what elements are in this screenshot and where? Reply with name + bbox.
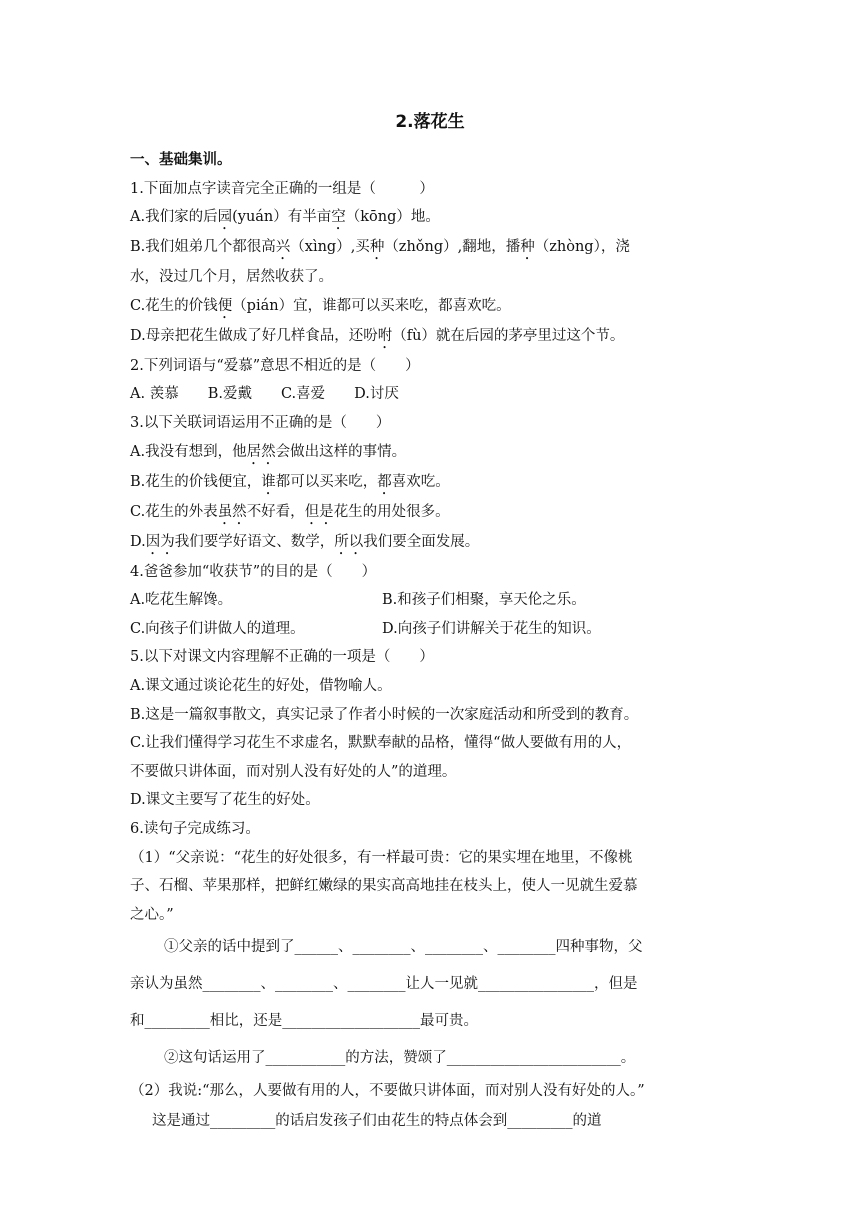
q4-option-d: D.向孩子们讲解关于花生的知识。 — [382, 620, 601, 637]
q6-passage1-line2: 子、石榴、苹果那样，把鲜红嫩绿的果实高高地挂在枝头上，使人一见就生爱慕 — [130, 878, 638, 895]
q6-passage2: （2）我说:“那么，人要做有用的人，不要做只讲体面，而对别人没有好处的人。” — [130, 1083, 645, 1100]
text: （kōng）地。 — [345, 209, 440, 226]
text: 不好看， — [246, 503, 305, 520]
text: A.我们家的后 — [130, 209, 218, 226]
worksheet-body — [130, 146, 732, 1136]
q4-stem: 4.爸爸参加“收获节”的目的是（ ） — [130, 563, 377, 580]
dotted-word: 谁 — [261, 473, 276, 490]
q6-passage2-line2: 这是通过_________的话启发孩子们由花生的特点体会到_________的道 — [152, 1112, 602, 1129]
dotted-word: 都 — [377, 473, 392, 490]
dotted-word: 因为 — [145, 533, 175, 550]
q6-sub2: ②这句话运用了___________的方法，赞颂了________________________。 — [164, 1050, 636, 1067]
q5-option-c-cont: 不要做只讲体面，而对别人没有好处的人”的道理。 — [130, 763, 457, 780]
text: （zhòng），浇 — [534, 239, 630, 256]
q3-stem: 3.以下关联词语运用不正确的是（ ） — [130, 414, 391, 431]
dotted-word: 虽然 — [217, 503, 247, 520]
q4-option-b: B.和孩子们相聚，享天伦之乐。 — [382, 592, 586, 609]
q3-option-b — [130, 468, 732, 498]
q5-option-c: C.让我们懂得学习花生不求虚名，默默奉献的品格，懂得“做人要做有用的人， — [130, 735, 632, 752]
text: （fù）就在后园的茅亭里过这个节。 — [392, 327, 625, 344]
text: B.我们姐弟几个都很高 — [130, 239, 276, 256]
q1-stem: 1.下面加点字读音完全正确的一组是（ ） — [130, 180, 434, 197]
q3-option-c — [130, 498, 732, 528]
q1-option-a — [130, 203, 732, 233]
q6-passage1-line3: 之心。” — [130, 906, 174, 923]
q1-option-b-cont: 水，没过几个月，居然收获了。 — [130, 269, 333, 286]
q4-options-row2 — [130, 615, 732, 644]
text: C.花生的外表 — [130, 503, 218, 520]
text: 会做出这样的事情。 — [275, 443, 407, 460]
dotted-char: 种 — [520, 239, 535, 256]
text: C.花生的价钱 — [130, 297, 218, 314]
q3-option-a — [130, 438, 732, 468]
section-heading: 一、基础集训。 — [130, 152, 232, 168]
q6-sub1-line1: ①父亲的话中提到了______、________、________、________四种事物，父 — [164, 939, 643, 956]
q1-option-b — [130, 233, 732, 263]
q6-sub1-line3: 和_________相比，还是___________________最可贵。 — [130, 1013, 478, 1030]
q1-option-c — [130, 292, 732, 322]
text: 我们要全面发展。 — [363, 533, 480, 550]
q4-options-row1 — [130, 586, 732, 615]
dotted-char: 咐 — [377, 327, 393, 344]
q3-option-d — [130, 528, 732, 558]
q6-stem: 6.读句子完成练习。 — [130, 820, 260, 837]
text: 都可以买来吃， — [275, 473, 378, 490]
text: D. — [130, 533, 146, 550]
q5-option-a: A.课文通过谈论花生的好处，借物喻人。 — [130, 677, 392, 694]
text: 花生的用处很多。 — [333, 503, 450, 520]
q5-option-b: B.这是一篇叙事散文，真实记录了作者小时候的一次家庭活动和所受到的教育。 — [130, 706, 639, 723]
text: （zhǒng）,翻地，播 — [384, 239, 521, 256]
text: （pián）宜，谁都可以买来吃，都喜欢吃。 — [232, 297, 511, 314]
dotted-char: 便 — [217, 297, 233, 314]
q1-option-d — [130, 322, 732, 352]
q4-option-a: A.吃花生解馋。 — [130, 592, 233, 609]
dotted-word: 居然 — [246, 443, 276, 460]
page-title: 2.落花生 — [395, 112, 465, 132]
q2-stem: 2.下列词语与“爱慕”意思不相近的是（ ） — [130, 357, 420, 374]
q2-options: A. 羡慕 B.爱戴 C.喜爱 D.讨厌 — [130, 386, 399, 403]
text: D.母亲把花生做成了好几样食品，还吩 — [130, 327, 378, 344]
dotted-char: 空 — [331, 209, 346, 226]
q6-passage1-line1: （1）“父亲说：“花生的好处很多，有一样最可贵：它的果实埋在地里，不像桃 — [130, 849, 633, 866]
q5-option-d: D.课文主要写了花生的好处。 — [130, 792, 320, 809]
dotted-char: 园 — [217, 209, 233, 226]
text: B.花生的价钱便宜， — [130, 473, 262, 490]
text: A.我没有想到，他 — [130, 443, 247, 460]
text: (yuán）有半亩 — [232, 209, 332, 226]
text: （xìng）,买 — [290, 239, 370, 256]
text: 喜欢吃。 — [391, 473, 450, 490]
dotted-word: 所以 — [334, 533, 364, 550]
q4-option-c: C.向孩子们讲做人的道理。 — [130, 620, 305, 637]
dotted-word: 但是 — [304, 503, 334, 520]
q5-stem: 5.以下对课文内容理解不正确的一项是（ ） — [130, 649, 434, 666]
text: 我们要学好语文、数学， — [174, 533, 335, 550]
dotted-char: 兴 — [275, 239, 291, 256]
q6-sub1-line2: 亲认为虽然________、________、________让人一见就________________，但是 — [130, 976, 638, 993]
dotted-char: 种 — [369, 239, 385, 256]
